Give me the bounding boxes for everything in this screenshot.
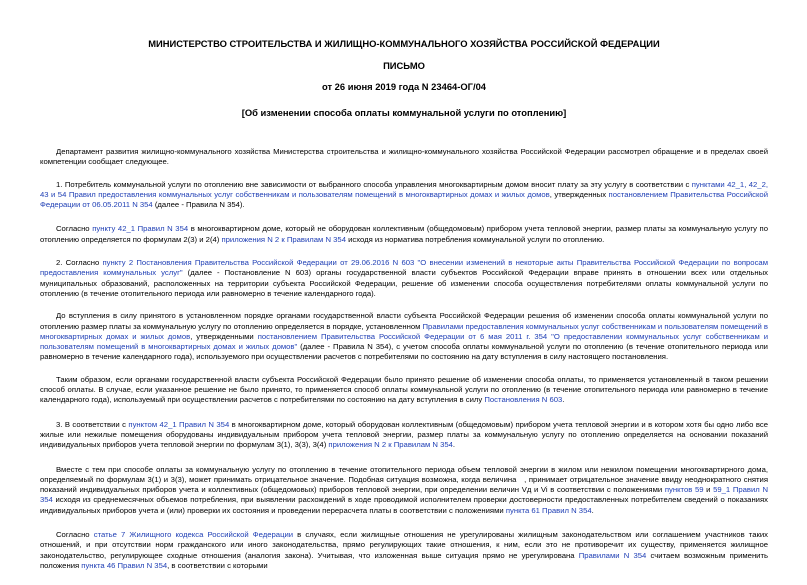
link-point-42-1-b[interactable]: пунктом 42_1 Правил N 354 xyxy=(128,419,230,429)
link-resolution-354[interactable]: постановлением Правительства Российской Федерации от 06.05.2011 N 354 xyxy=(40,189,768,210)
link-point-59-1[interactable]: 59_1 Правил N 354 xyxy=(40,485,768,505)
text: (далее - Правила N 354), с учетом способа оплаты коммунальной услуги по отоплению (в течение отопительного периода или равномерно в течение календарного года), используемого при осуществлении расчетов с потребителями по состоянию на дату вступления в силу настоящего постановления. xyxy=(40,342,768,362)
document-body xyxy=(40,147,768,571)
link-appendix-2-b[interactable]: приложения N 2 к Правилам N 354 xyxy=(328,440,453,450)
document-type: ПИСЬМО xyxy=(383,60,425,71)
paragraph-1b xyxy=(40,224,768,245)
text: , в соответствии с которыми xyxy=(167,560,268,570)
text: 1. Потребитель коммунальной услуги по отоплению вне зависимости от выбранного способа управления многоквартирным домом вносит плату за эту услугу в соответствии с xyxy=(56,179,692,189)
link-point-59[interactable]: пунктов 59 xyxy=(664,485,704,495)
link-appendix-2[interactable]: приложения N 2 к Правилам N 354 xyxy=(221,234,346,244)
text: исходя из норматива потребления коммунальной услуги по отоплению. xyxy=(345,234,605,244)
link-rules-354[interactable]: Правилами предоставления коммунальных услуг собственникам и пользователям помещений в многоквартирных домах и жилых домов xyxy=(40,321,768,341)
text: 3. В соответствии с xyxy=(56,419,129,429)
paragraph-3b xyxy=(40,465,768,516)
text: Вместе с тем при способе оплаты за коммунальную услугу по отоплению в течение отопительного периода объем тепловой энергии в жилом или нежилом помещении многоквартирного дома, определяемый по формулам 3(1) и 3(3), может принимать отрицательное значение. Подобная ситуация возможна, когда величина , принимает отрицательное значение ввиду неоднократного снятия показаний индивидуальных приборов учета и коллективных (общедомовых) приборов тепловой энергии, при определении величин Vд и Vi в соответствии с положениями xyxy=(40,464,768,495)
paragraph-3c xyxy=(40,530,768,571)
text: (далее - Постановление N 603) органы государственной власти субъектов Российской Федерации вправе принять в отношении всех или отдельных муниципальных образований, расположенных на территории субъекта Российской Федерации, решение об изменении способа осуществления потребителями оплаты коммунальной услуги по отоплению (в течение отопительного периода или равномерно в течение календарного года). xyxy=(40,268,768,298)
paragraph-2 xyxy=(40,258,768,299)
text: Таким образом, если органами государственной власти субъекта Российской Федерации было принято решение об изменении способа оплаты, то применяется установленный в таком решении способ оплаты. В случае, если указанное решение не было принято, то применяется способ оплаты коммунальной услуги по отоплению (в течение отопительного периода или равномерно в течение календарного года), используемый при осуществлении расчетов с потребителями по состоянию на дату вступления в силу xyxy=(40,374,768,405)
link-point-46[interactable]: пункта 46 Правил N 354 xyxy=(81,560,168,570)
link-resolution-603[interactable]: пункту 2 Постановления Правительства Российской Федерации от 29.06.2016 N 603 "О внесении изменений в некоторые акты Правительства Российской Федерации по вопросам предоставления коммунальных услуг" xyxy=(40,258,768,278)
text: Согласно xyxy=(56,224,93,234)
text: До вступления в силу принятого в установленном порядке органами государственной власти субъекта Российской Федерации решения об изменении способа оплаты коммунальной услуги по отоплению размер платы за коммунальную услугу по отоплению определяется в порядке, установленном xyxy=(40,311,768,331)
document-page xyxy=(40,22,768,585)
ministry-title: МИНИСТЕРСТВО СТРОИТЕЛЬСТВА И ЖИЛИЩНО-КОММУНАЛЬНОГО ХОЗЯЙСТВА РОССИЙСКОЙ ФЕДЕРАЦИИ xyxy=(148,38,660,49)
link-resolution-603-short[interactable]: Постановления N 603 xyxy=(484,395,563,405)
text: считаем возможным применить положения xyxy=(40,550,769,570)
paragraph-1 xyxy=(40,180,768,211)
text: исходя из среднемесячных объемов потребления, при выявлении расхождений в ходе проводимой исполнителем проверки достоверности предоставленных потребителем сведений о показаниях индивидуальных приборов учета и (или) проверки их состояния и проведении перерасчета платы в соответствии с положениями xyxy=(40,495,768,515)
document-date: от 26 июня 2019 года N 23464-ОГ/04 xyxy=(321,81,487,92)
paragraph-2c xyxy=(40,375,768,406)
text: . xyxy=(591,505,594,515)
text: 2. Согласно xyxy=(56,258,103,268)
paragraph-3 xyxy=(40,420,768,451)
text: (далее - Правила N 354). xyxy=(152,200,245,210)
link-resolution-354-full[interactable]: постановлением Правительства Российской Федерации от 6 мая 2011 г. 354 "О предоставлении коммунальных услуг собственникам и пользователям помещений в многоквартирных домах и жилых домов" xyxy=(40,331,768,352)
link-rules-points[interactable]: пунктами 42_1, 42_2, 43 и 54 Правил предоставления коммунальных услуг собственникам и пользователям помещений в многоквартирных домах и жилых домов xyxy=(40,179,768,199)
text: в многоквартирном доме, который не оборудован коллективным (общедомовым) прибором учета тепловой энергии, размер платы за коммунальную услугу по отоплению определяется по формулам 2(3) и 2(4) xyxy=(40,224,768,244)
link-point-61[interactable]: пункта 61 Правил N 354 xyxy=(505,505,592,515)
text: , утвержденными xyxy=(190,331,258,341)
text: и xyxy=(703,485,714,495)
paragraph-intro xyxy=(40,147,768,168)
text: . xyxy=(452,440,456,450)
link-rules-354-b[interactable]: Правилами N 354 xyxy=(578,550,647,560)
link-point-42-1[interactable]: пункту 42_1 Правил N 354 xyxy=(92,224,189,234)
text: в случаях, если жилищные отношения не урегулированы жилищным законодательством или соглашением участников таких отношений, и при отсутствии норм гражданского или иного законодательства, прямо регулирующих такие отношения, к ним, если это не противоречит их существу, применяется жилищное законодательство, регулирующее сходные отношения (аналогия закона). Учитывая, что изложенная выше ситуация прямо не урегулирована xyxy=(40,530,768,560)
document-subject: [Об изменении способа оплаты коммунальной услуги по отоплению] xyxy=(241,107,567,118)
text: в многоквартирном доме, который оборудован коллективным (общедомовым) прибором учета тепловой энергии и в котором хотя бы одно либо все жилые или нежилые помещения оборудованы индивидуальным прибором учета тепловой энергии, размер платы за коммунальную услугу по отоплению определяется на основании показаний индивидуальных приборов учета тепловой энергии по формулам 3(1), 3(3), 3(4) xyxy=(40,419,768,450)
text: Департамент развития жилищно-коммунального хозяйства Министерства строительства и жилищно-коммунального хозяйства Российской Федерации рассмотрел обращение и в пределах своей компетенции сообщает следующее. xyxy=(40,147,768,167)
paragraph-2b xyxy=(40,311,768,362)
text: . xyxy=(562,395,565,405)
text: Согласно xyxy=(56,530,94,540)
text: , утвержденных xyxy=(549,189,609,199)
link-housing-code-art-7[interactable]: статье 7 Жилищного кодекса Российской Федерации xyxy=(93,530,294,540)
